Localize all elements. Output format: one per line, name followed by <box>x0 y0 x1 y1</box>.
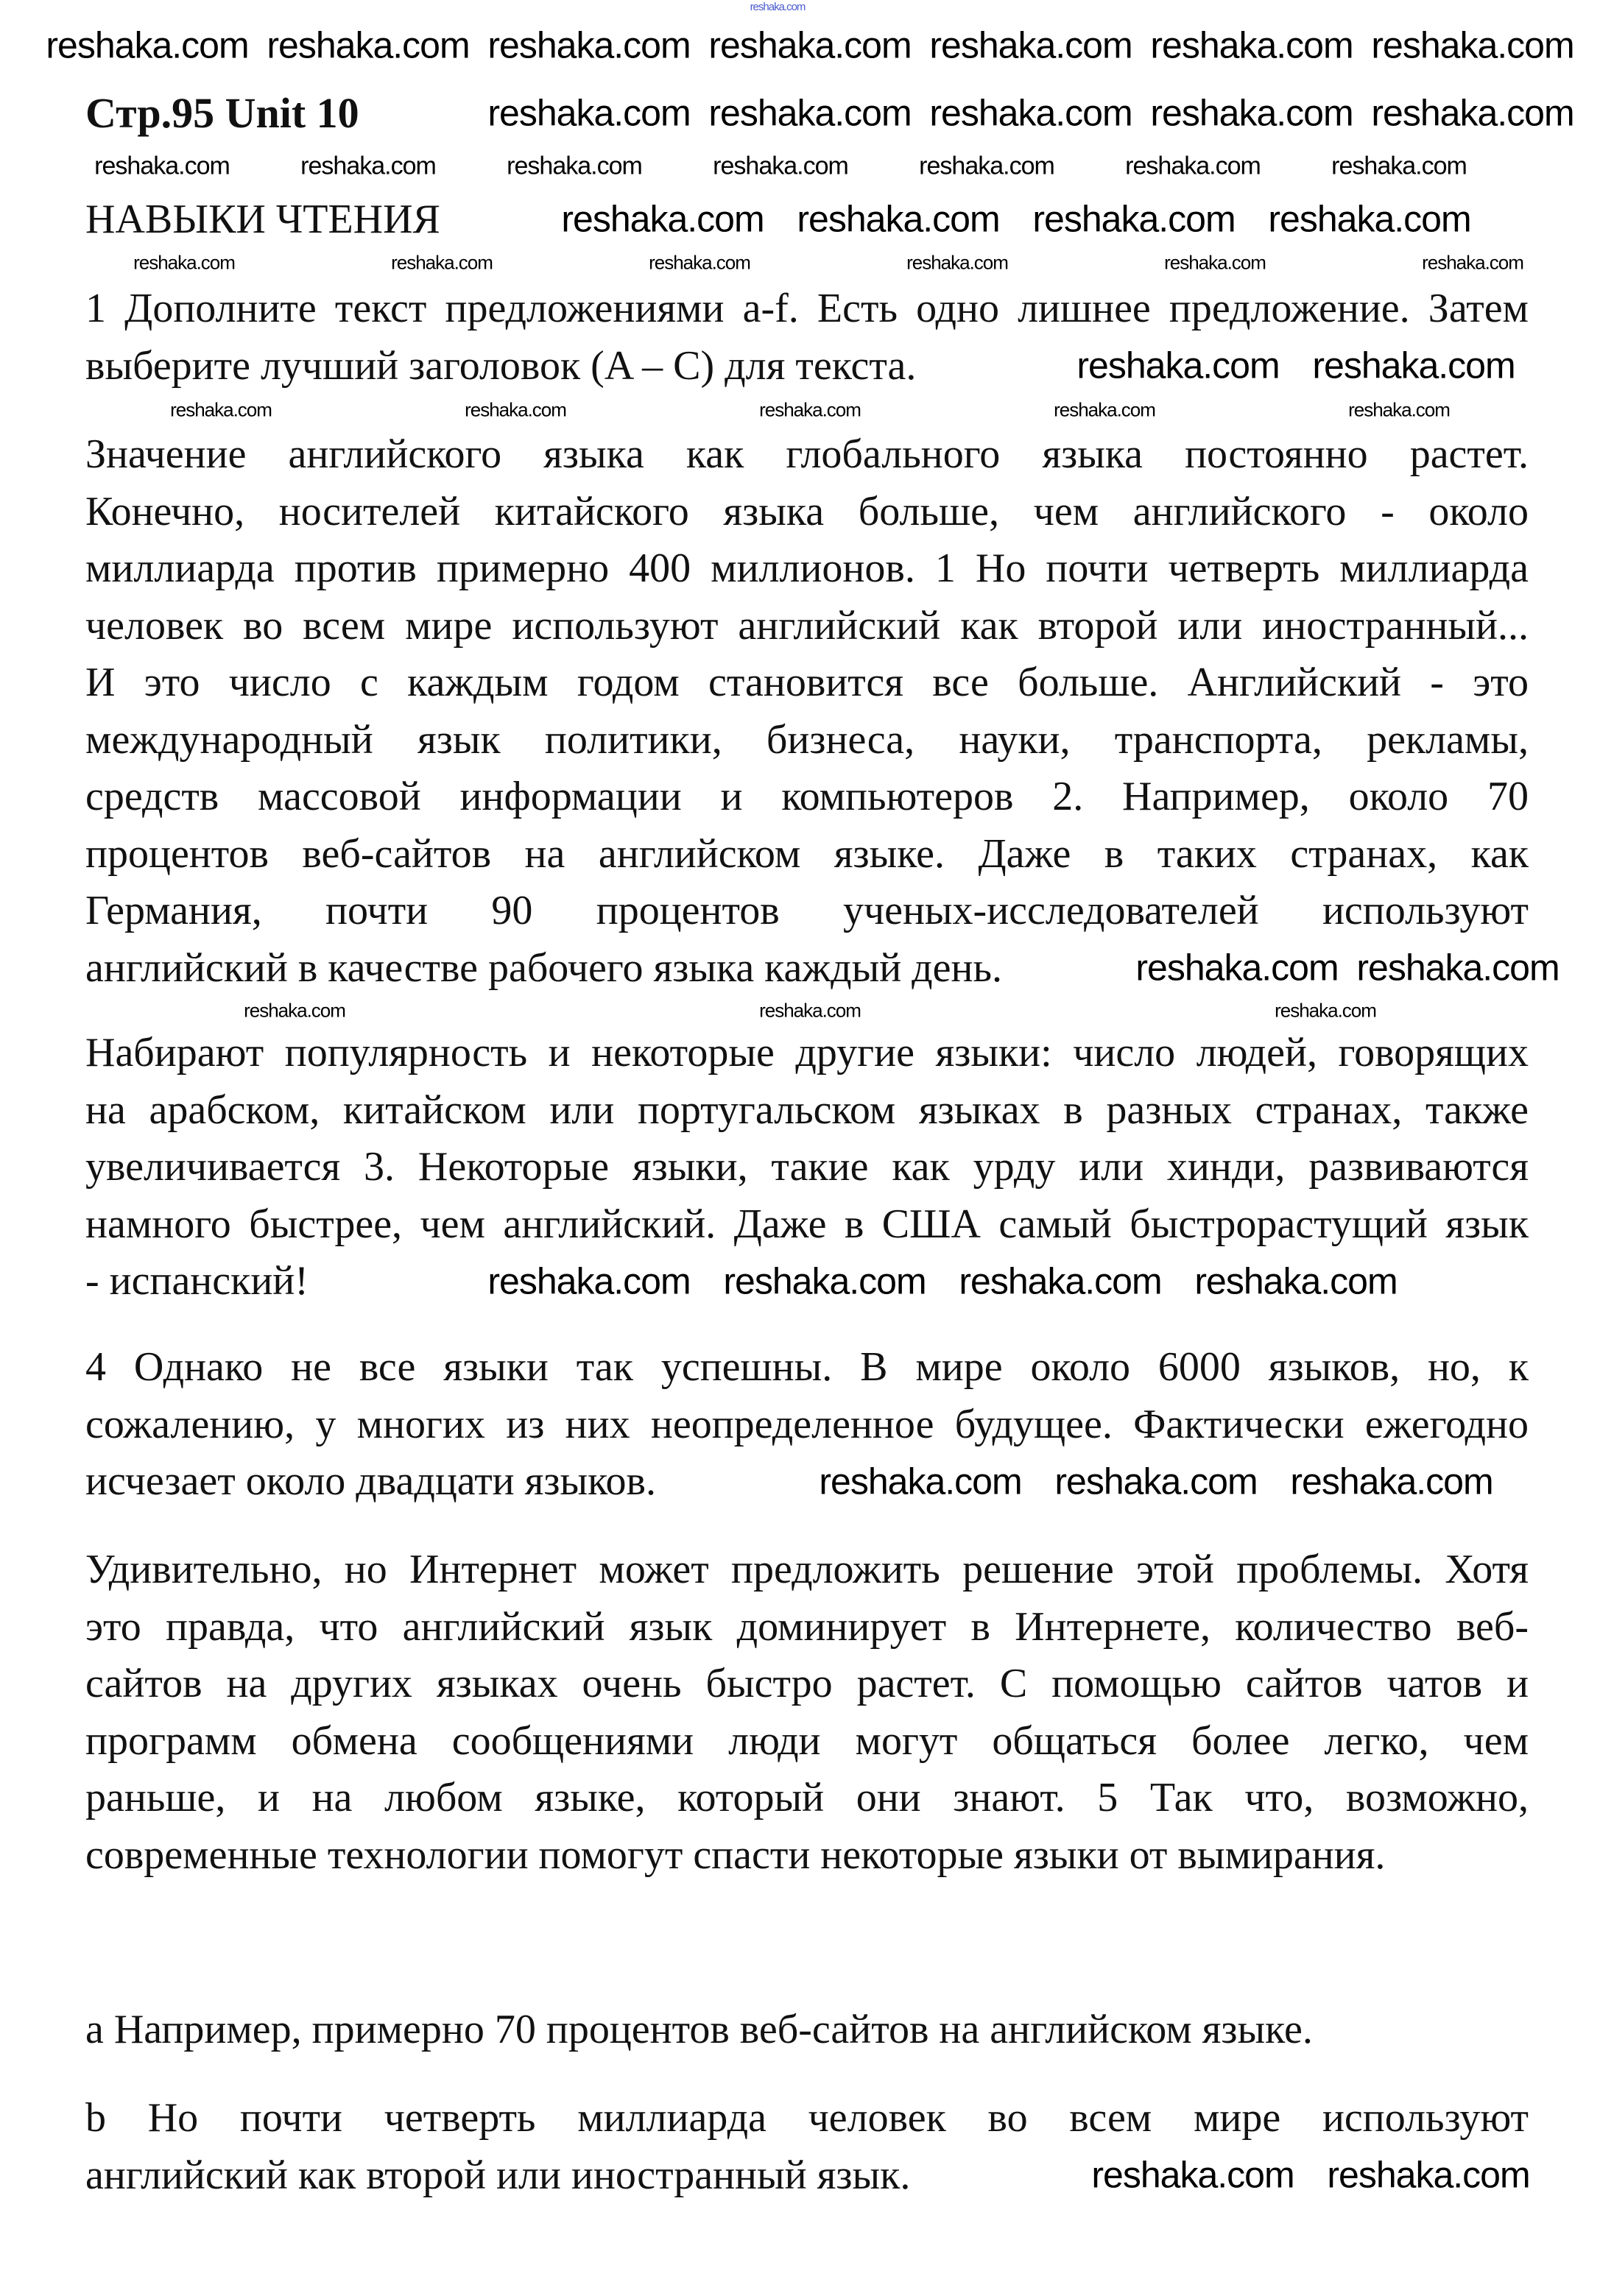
page-title: Стр.95 Unit 10 <box>85 89 359 137</box>
option-a <box>85 2002 1529 2059</box>
watermark: reshaka.com <box>1371 92 1574 134</box>
paragraph-4 <box>85 1541 1529 1884</box>
watermark: reshaka.com <box>1194 1260 1398 1302</box>
watermark: reshaka.com <box>1164 251 1266 274</box>
section-heading: НАВЫКИ ЧТЕНИЯ <box>85 197 440 242</box>
watermark: reshaka.com <box>750 0 806 13</box>
watermark: reshaka.com <box>929 24 1132 66</box>
text-line: 4 Однако не все языки так успешны. В мире около 6000 языков, но, к <box>85 1344 1529 1390</box>
text-line: исчезает около двадцати языков. <box>85 1458 656 1504</box>
text-line: английский в качестве рабочего языка каждый день. <box>85 944 1003 991</box>
watermark: reshaka.com <box>1135 947 1339 989</box>
text-line: английский как второй или иностранный язык. <box>85 2152 911 2198</box>
option-b <box>85 2090 1529 2204</box>
text-line: средств массовой информации и компьютеров 2. Например, около 70 <box>85 774 1529 819</box>
watermark: reshaka.com <box>1275 999 1376 1022</box>
text-line: намного быстрее, чем английский. Даже в США самый быстрорастущий язык <box>85 1201 1529 1247</box>
text-line: И это число с каждым годом становится все больше. Английский - это <box>85 660 1529 705</box>
watermark: reshaka.com <box>507 152 642 180</box>
text-line: Значение английского языка как глобального языка постоянно растет. <box>85 431 1529 477</box>
watermark: reshaka.com <box>244 999 345 1022</box>
watermark: reshaka.com <box>1327 2154 1530 2196</box>
text-line: международный язык политики, бизнеса, науки, транспорта, рекламы, <box>85 716 1529 763</box>
watermark: reshaka.com <box>1076 345 1280 386</box>
text-line: - испанский! <box>85 1258 309 1304</box>
watermark: reshaka.com <box>1032 198 1236 240</box>
text-line: человек во всем мире используют английский как второй или иностранный... <box>85 602 1529 649</box>
text-line: современные технологии помогут спасти некоторые языки от вымирания. <box>85 1831 1386 1878</box>
watermark: reshaka.com <box>649 251 750 274</box>
watermark: reshaka.com <box>133 251 235 274</box>
text-line: Германия, почти 90 процентов ученых-исследователей используют <box>85 888 1529 933</box>
watermark: reshaka.com <box>929 92 1132 134</box>
watermark: reshaka.com <box>267 24 470 66</box>
watermark: reshaka.com <box>1150 92 1353 134</box>
text-line: Конечно, носителей китайского языка больше, чем английского - около <box>85 488 1529 534</box>
watermark: reshaka.com <box>561 198 764 240</box>
watermark: reshaka.com <box>1054 398 1155 421</box>
watermark: reshaka.com <box>708 24 912 66</box>
text-line: на арабском, китайском или португальском языках в разных странах, также <box>85 1087 1529 1133</box>
watermark: reshaka.com <box>959 1260 1162 1302</box>
text-line: выберите лучший заголовок (A – C) для текста. <box>85 342 917 389</box>
text-line: сайтов на других языках очень быстро растет. С помощью сайтов чатов и <box>85 1661 1529 1706</box>
text-line: сожалению, у многих из них неопределенное будущее. Фактически ежегодно <box>85 1401 1529 1447</box>
text-line: 1 Дополните текст предложениями a-f. Есть одно лишнее предложение. Затем <box>85 286 1529 331</box>
watermark: reshaka.com <box>1091 2154 1294 2196</box>
watermark: reshaka.com <box>94 152 230 180</box>
watermark: reshaka.com <box>759 398 861 421</box>
text-line: b Но почти четверть миллиарда человек во всем мире используют <box>85 2095 1529 2141</box>
watermark: reshaka.com <box>819 1460 1022 1502</box>
watermark: reshaka.com <box>487 24 691 66</box>
watermark: reshaka.com <box>487 1260 691 1302</box>
watermark: reshaka.com <box>46 24 249 66</box>
text-line: увеличивается 3. Некоторые языки, такие как урду или хинди, развиваются <box>85 1144 1529 1190</box>
watermark: reshaka.com <box>906 251 1008 274</box>
text-line: раньше, и на любом языке, который они знают. 5 Так что, возможно, <box>85 1775 1529 1820</box>
watermark: reshaka.com <box>1268 198 1471 240</box>
watermark: reshaka.com <box>1312 345 1515 386</box>
watermark: reshaka.com <box>1125 152 1261 180</box>
watermark: reshaka.com <box>713 152 848 180</box>
text-line: процентов веб-сайтов на английском языке. Даже в таких странах, как <box>85 830 1529 877</box>
watermark: reshaka.com <box>391 251 493 274</box>
watermark: reshaka.com <box>300 152 436 180</box>
watermark: reshaka.com <box>1150 24 1353 66</box>
watermark: reshaka.com <box>465 398 566 421</box>
watermark: reshaka.com <box>487 92 691 134</box>
text-line: это правда, что английский язык доминирует в Интернете, количество веб- <box>85 1603 1529 1650</box>
watermark: reshaka.com <box>1331 152 1467 180</box>
text-line: программ обмена сообщениями люди могут общаться более легко, чем <box>85 1717 1529 1764</box>
text-line: миллиарда против примерно 400 миллионов. 1 Но почти четверть миллиарда <box>85 545 1529 591</box>
watermark: reshaka.com <box>1356 947 1560 989</box>
watermark: reshaka.com <box>797 198 1000 240</box>
watermark: reshaka.com <box>1422 251 1523 274</box>
watermark: reshaka.com <box>759 999 861 1022</box>
watermark: reshaka.com <box>723 1260 926 1302</box>
watermark: reshaka.com <box>1348 398 1450 421</box>
text-line: Набирают популярность и некоторые другие языки: число людей, говорящих <box>85 1030 1529 1075</box>
watermark: reshaka.com <box>1054 1460 1258 1502</box>
watermark: reshaka.com <box>170 398 272 421</box>
text-line: Удивительно, но Интернет может предложить решение этой проблемы. Хотя <box>85 1547 1529 1592</box>
watermark: reshaka.com <box>1371 24 1574 66</box>
text-line: a Например, примерно 70 процентов веб-сайтов на английском языке. <box>85 2007 1313 2052</box>
watermark: reshaka.com <box>919 152 1054 180</box>
watermark: reshaka.com <box>708 92 912 134</box>
watermark: reshaka.com <box>1290 1460 1493 1502</box>
paragraph-1 <box>85 426 1529 997</box>
